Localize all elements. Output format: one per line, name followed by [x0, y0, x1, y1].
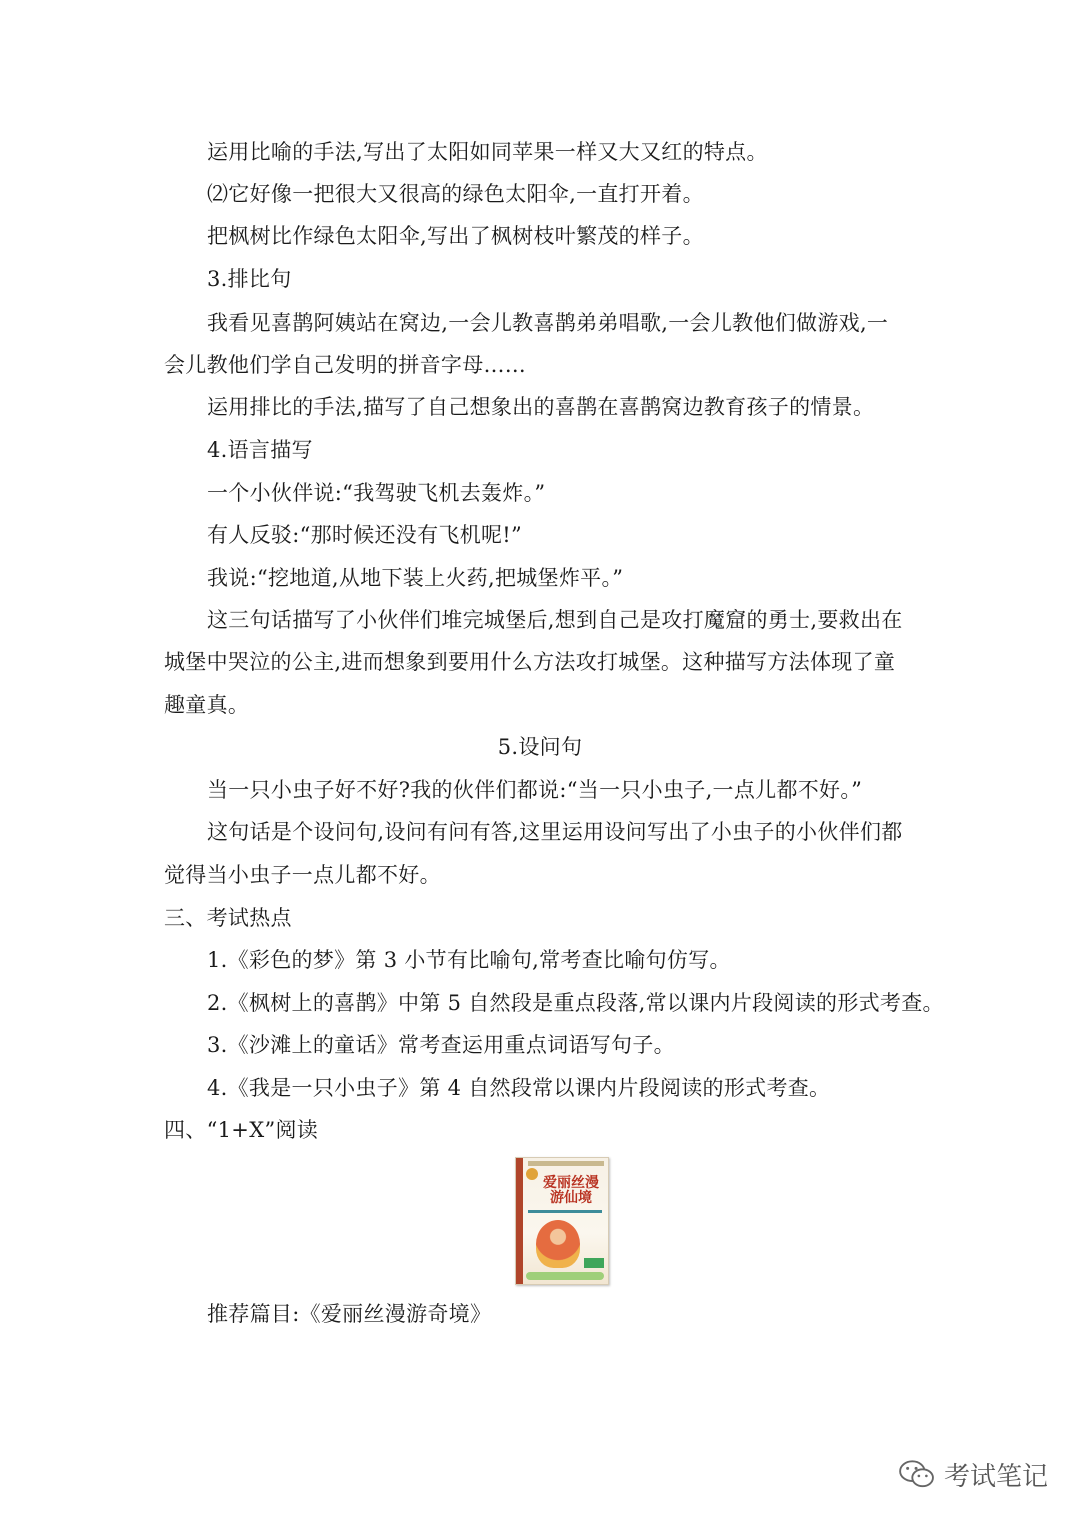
- list-item: 4.《我是一只小虫子》第 4 自然段常以课内片段阅读的形式考查。: [207, 1076, 831, 1100]
- section-heading: 三、考试热点: [164, 906, 292, 930]
- age-tag: [584, 1258, 604, 1268]
- book-base-band: [526, 1272, 604, 1280]
- watermark-text: 考试笔记: [944, 1461, 1049, 1492]
- section-heading: 3.排比句: [207, 267, 292, 291]
- book-spine: [516, 1158, 523, 1284]
- text-line: 城堡中哭泣的公主,进而想象到要用什么方法攻打城堡。这种描写方法体现了童: [164, 650, 896, 674]
- section-heading: 4.语言描写: [207, 438, 313, 462]
- watermark: [898, 1454, 1048, 1494]
- text-line: 运用比喻的手法,写出了太阳如同苹果一样又大又红的特点。: [207, 140, 768, 164]
- text-line: 觉得当小虫子一点儿都不好。: [164, 863, 441, 887]
- book-subtitle-band: [528, 1210, 602, 1213]
- book-cover-title: 爱丽丝漫游仙境: [543, 1175, 599, 1206]
- text-line: 趣童真。: [164, 693, 250, 717]
- section-heading: 四、“1+X”阅读: [164, 1118, 319, 1142]
- list-item: 1.《彩色的梦》第 3 小节有比喻句,常考查比喻句仿写。: [207, 948, 731, 972]
- text-line: 我看见喜鹊阿姨站在窝边,一会儿教喜鹊弟弟唱歌,一会儿教他们做游戏,一: [207, 311, 889, 335]
- badge-icon: [526, 1168, 538, 1180]
- text-line: 当一只小虫子好不好?我的伙伴们都说:“当一只小虫子,一点儿都不好。”: [207, 778, 863, 802]
- list-item: 2.《枫树上的喜鹊》中第 5 自然段是重点段落,常以课内片段阅读的形式考查。: [207, 991, 944, 1015]
- text-line: 一个小伙伴说:“我驾驶飞机去轰炸。”: [207, 481, 546, 505]
- text-line: 会儿教他们学自己发明的拼音字母……: [164, 353, 527, 377]
- book-top-band: [528, 1161, 604, 1166]
- list-item: 3.《沙滩上的童话》常考查运用重点词语写句子。: [207, 1033, 675, 1057]
- text-line: 把枫树比作绿色太阳伞,写出了枫树枝叶繁茂的样子。: [207, 224, 704, 248]
- recommended-reading: 推荐篇目:《爱丽丝漫游奇境》: [207, 1302, 492, 1326]
- text-line: 有人反驳:“那时候还没有飞机呢!”: [207, 523, 523, 547]
- wechat-icon: [898, 1459, 936, 1489]
- text-line: 这三句话描写了小伙伴们堆完城堡后,想到自己是攻打魔窟的勇士,要救出在: [207, 608, 903, 632]
- illustration-icon: [536, 1220, 580, 1268]
- text-line: 我说:“挖地道,从地下装上火药,把城堡炸平。”: [207, 566, 624, 590]
- text-line: ⑵它好像一把很大又很高的绿色太阳伞,一直打开着。: [207, 182, 704, 206]
- book-cover-image: [515, 1157, 609, 1285]
- text-line: 这句话是个设问句,设问有问有答,这里运用设问写出了小虫子的小伙伴们都: [207, 820, 903, 844]
- section-heading: 5.设问句: [497, 735, 583, 759]
- text-line: 运用排比的手法,描写了自己想象出的喜鹊在喜鹊窝边教育孩子的情景。: [207, 395, 875, 419]
